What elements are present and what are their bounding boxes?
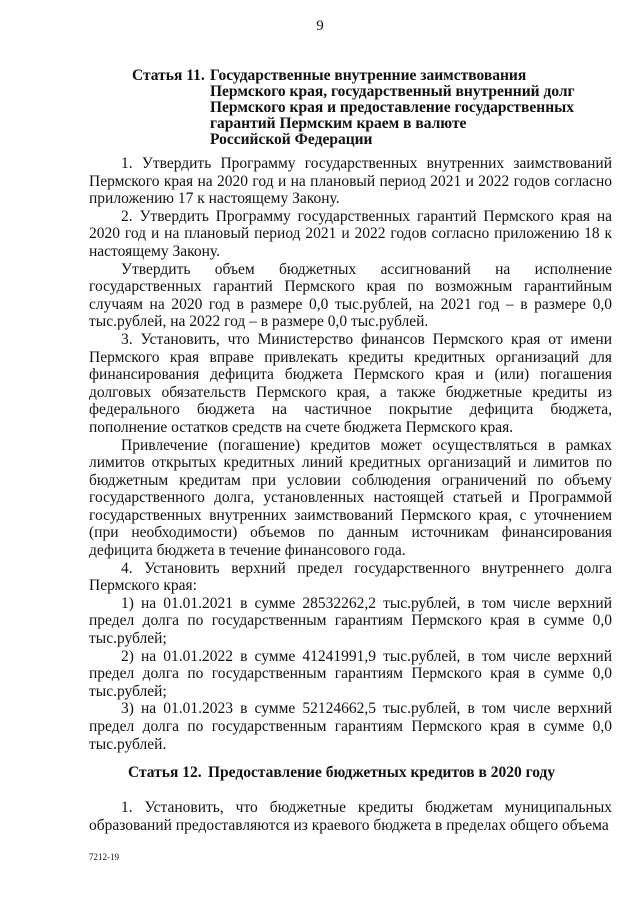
article-11-title: [210, 68, 630, 148]
list-item: 1) на 01.01.2021 в сумме 28532262,2 тыс.рублей, в том числе верхний предел долга по государственным гарантиям Пермского края в сумме 0,0 тыс.рублей;: [89, 594, 612, 648]
article-11-title-line: Пермского края и предоставление государственных: [210, 99, 575, 116]
article-11-title-line: Пермского края, государственный внутренний долг: [210, 83, 575, 100]
paragraph: 1. Утвердить Программу государственных внутренних заимствований Пермского края на 2020 год и на плановый период 2021 и 2022 годов согласно приложению 17 к настоящему Закону.: [89, 155, 612, 208]
article-12-title: [208, 765, 628, 781]
document-code: 7212-19: [89, 852, 119, 862]
article-11-title-line: Российской Федерации: [210, 131, 373, 148]
article-11-title-line: гарантий Пермским краем в валюте: [210, 115, 467, 132]
list-item: 3) на 01.01.2023 в сумме 52124662,5 тыс.рублей, в том числе верхний предел долга по государственным гарантиям Пермского края в сумме 0,0 тыс.рублей.: [89, 700, 612, 753]
paragraph: Привлечение (погашение) кредитов может осуществляться в рамках лимитов открытых кредитных линий кредитных организаций и лимитов по бюджетным кредитам при условии соблюдения ограничений по объему государственного долга, установленных настоящей статьей и Программой государственных внутренних заимствований Пермского края, с уточнением (при необходимости) объемов по данным источникам финансирования дефицита бюджета в течение финансового года.: [89, 436, 612, 560]
paragraph: 3. Установить, что Министерство финансов Пермского края от имени Пермского края вправе привлекать кредиты кредитных организаций для финансирования дефицита бюджета Пермского края и (или) погашения долговых обязательств Пермского края, а также бюджетные кредиты из федерального бюджета на частичное покрытие дефицита бюджета, пополнение остатков средств на счете бюджета Пермского края.: [89, 330, 612, 436]
article-11-body: [89, 155, 612, 753]
article-12-body: [89, 799, 612, 834]
paragraph: Утвердить объем бюджетных ассигнований на исполнение государственных гарантий Пермского края по возможным гарантийным случаям на 2020 год в размере 0,0 тыс.рублей, на 2021 год – в размере 0,0 тыс.рублей, на 2022 год – в размере 0,0 тыс.рублей.: [89, 260, 612, 331]
article-12-title-line: Предоставление бюджетных кредитов в 2020 году: [208, 764, 556, 781]
article-12-label: Статья 12.: [128, 764, 202, 781]
paragraph: 4. Установить верхний предел государственного внутреннего долга Пермского края:: [89, 559, 612, 595]
paragraph: 2. Утвердить Программу государственных гарантий Пермского края на 2020 год и на плановый период 2021 и 2022 годов согласно приложению 18 к настоящему Закону.: [89, 207, 612, 260]
article-11-title-line: Государственные внутренние заимствования: [210, 67, 527, 84]
paragraph: 1. Установить, что бюджетные кредиты бюджетам муниципальных образований предоставляются из краевого бюджета в пределах общего объема: [89, 799, 612, 834]
page-number: 9: [316, 18, 324, 34]
article-11-label: Статья 11.: [132, 67, 205, 84]
list-item: 2) на 01.01.2022 в сумме 41241991,9 тыс.рублей, в том числе верхний предел долга по государственным гарантиям Пермского края в сумме 0,0 тыс.рублей;: [89, 647, 612, 700]
